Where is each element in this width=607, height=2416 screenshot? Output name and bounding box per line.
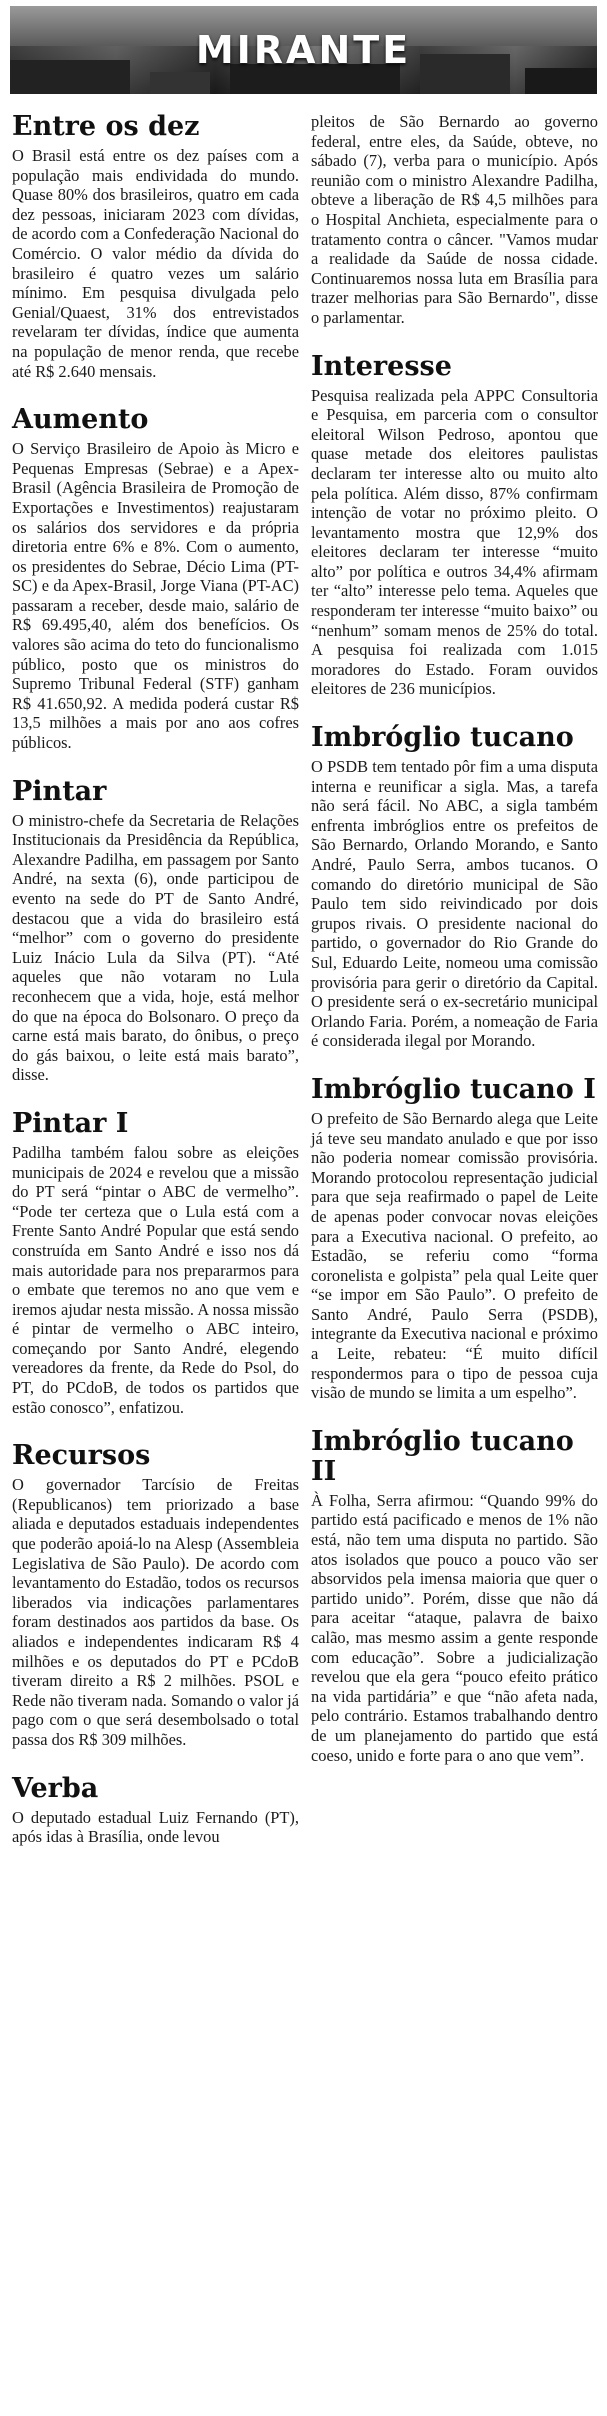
article-headline: Interesse xyxy=(311,350,452,382)
masthead-banner xyxy=(10,6,597,94)
article-headline: Imbróglio tucano xyxy=(311,722,574,754)
article-imbroglio-tucano xyxy=(311,723,598,1051)
article-headline: Recursos xyxy=(12,1440,151,1472)
article-body: O Serviço Brasileiro de Apoio às Micro e Pequenas Empresas (Sebrae) e a Apex-Brasil (Agência Brasileira de Promoção de Exportações e Investimentos) reajustaram os salários dos servidores e da própria diretoria entre 6% e 8%. Com o aumento, os presidentes do Sebrae, Décio Lima (PT-SC) e da Apex-Brasil, Jorge Viana (PT-AC) passaram a receber, desde maio, salário de R$ 69.495,40, além dos benefícios. Os valores são acima do teto do funcionalismo público, posto que os ministros do Supremo Tribunal Federal (STF) ganham R$ 41.650,92. A medida poderá custar R$ 13,5 milhões a mais por ano aos cofres públicos. xyxy=(12,439,299,753)
right-column xyxy=(311,112,598,1789)
article-headline: Pintar xyxy=(12,775,107,807)
column-title: MIRANTE xyxy=(195,28,412,72)
article-recursos xyxy=(12,1441,299,1749)
article-imbroglio-tucano-ii xyxy=(311,1427,598,1765)
article-headline: Entre os dez xyxy=(12,111,200,142)
article-body: pleitos de São Bernardo ao governo federal, entre eles, da Saúde, obteve, no sábado (7), verba para o município. Após reunião com o ministro Alexandre Padilha, obteve a liberação de R$ 4,5 milhões para o Hospital Anchieta, especialmente para o tratamento contra o câncer. "Vamos mudar a realidade da Saúde de nossa cidade. Continuaremos nossa luta em Brasília para trazer melhorias para São Bernardo", disse o parlamentar. xyxy=(311,112,598,327)
article-interesse xyxy=(311,352,598,700)
article-entre-os-dez xyxy=(12,112,299,381)
article-body: O deputado estadual Luiz Fernando (PT), após idas à Brasília, onde levou xyxy=(12,1807,299,1847)
article-pintar-i xyxy=(12,1109,299,1417)
article-headline: Aumento xyxy=(12,404,149,436)
article-headline: Imbróglio tucano I xyxy=(311,1073,596,1105)
article-body: O ministro-chefe da Secretaria de Relações Institucionais da Presidência da República, Alexandre Padilha, em passagem por Santo André, na sexta (6), onde participou de evento na sede do PT de Santo André, destacou que a vida do brasileiro está “melhor” com o governo do presidente Luiz Inácio Lula da Silva (PT). “Até aqueles que não votaram no Lula reconhecem que a vida, hoje, está melhor do que na época do Bolsonaro. O preço da carne está mais barato, do ônibus, o preço do gás baixou, o leite está mais barato”, disse. xyxy=(12,810,299,1085)
article-imbroglio-tucano-i xyxy=(311,1075,598,1403)
left-column xyxy=(12,112,299,1871)
article-aumento xyxy=(12,405,299,753)
article-verba xyxy=(12,1774,299,1847)
article-body: O prefeito de São Bernardo alega que Leite já teve seu mandato anulado e que por isso não poderia nomear comissão provisória. Morando protocolou representação judicial para que seja reafirmado o papel de Leite de apenas poder convocar novas eleições para a Executiva nacional. O prefeito, ao Estadão, se referiu como “forma coronelista e golpista” pela qual Leite quer “se impor em São Paulo”. O prefeito de Santo André, Paulo Serra (PSDB), integrante da Executiva nacional e próximo a Leite, rebateu: “É muito difícil respondermos para o tipo de pessoa cuja visão de mundo se limita a um espelho”. xyxy=(311,1108,598,1403)
article-headline: Imbróglio tucano II xyxy=(311,1425,574,1487)
article-body: Pesquisa realizada pela APPC Consultoria e Pesquisa, em parceria com o consultor eleitoral Wilson Pedroso, apontou que quase metade dos eleitores paulistas declaram ter interesse alto ou muito alto pela política. Além disso, 87% confirmam intenção de votar no próximo pleito. O levantamento mostra que 12,9% dos eleitores declaram ter interesse “muito alto” por política e outros 34,4% afirmam ter “alto” interesse pelo tema. Aqueles que responderam ter interesse “muito baixo” ou “nenhum” somam menos de 25% do total. A pesquisa foi realizada com 1.015 moradores do Estado. Foram ouvidos eleitores de 236 municípios. xyxy=(311,385,598,699)
article-body: O PSDB tem tentado pôr fim a uma disputa interna e reunificar a sigla. Mas, a tarefa não será fácil. No ABC, a sigla também enfrenta imbróglios entre os prefeitos de São Bernardo, Orlando Morando, e Santo André, Paulo Serra, ambos tucanos. O comando do diretório municipal de São Paulo tem sido reivindicado por dois grupos rivais. O presidente nacional do partido, o governador do Rio Grande do Sul, Eduardo Leite, nomeou uma comissão provisória para gerir o diretório da Capital. O presidente será o ex-secretário municipal Orlando Faria. Porém, a nomeação de Faria é considerada ilegal por Morando. xyxy=(311,757,598,1051)
article-body: À Folha, Serra afirmou: “Quando 99% do partido está pacificado e menos de 1% não está, não tem uma disputa no partido. São atos isolados que pouco a pouco vão ser absorvidos pela imensa maioria que quer o partido unido”. Porém, disse que não dá para aceitar “ataque, palavra de baixo calão, mas mesmo assim a gente responde com educação”. Sobre a judicialização revelou que ela gera “pouco efeito prático na vida partidária” e que “não afeta nada, pelo contrário. Estamos trabalhando dentro de um planejamento do partido que está coeso, unido e forte para o ano que vem”. xyxy=(311,1490,598,1765)
article-body: Padilha também falou sobre as eleições municipais de 2024 e revelou que a missão do PT será “pintar o ABC de vermelho”. “Pode ter certeza que o Lula está com a Frente Santo André Popular que está sendo construída em Santo André e isso nos dá mais autoridade para nos prepararmos para o embate que teremos no ano que vem e iremos ajudar nesta missão. A nossa missão é pintar de vermelho o ABC inteiro, começando por Santo André, elegendo vereadores da frente, da Rede do Psol, do PT, do PCdoB, de todos os partidos que estão conosco”, enfatizou. xyxy=(12,1142,299,1417)
article-verba-continued xyxy=(311,112,598,328)
masthead-building xyxy=(150,72,210,94)
article-body: O Brasil está entre os dez países com a população mais endividada do mundo. Quase 80% dos brasileiros, quatro em cada dez pessoas, iniciaram 2023 com dívidas, de acordo com a Confederação Nacional do Comércio. O valor médio da dívida do brasileiro é quatro vezes um salário mínimo. Em pesquisa divulgada pelo Genial/Quaest, 31% dos entrevistados revelaram ter dívidas, índice que aumenta na população de menor renda, que recebe até R$ 2.640 mensais. xyxy=(12,146,299,381)
article-headline: Verba xyxy=(12,1772,99,1804)
article-headline: Pintar I xyxy=(12,1107,129,1139)
article-body: O governador Tarcísio de Freitas (Republicanos) tem priorizado a base aliada e deputados estaduais independentes que poderão apoiá-lo na Alesp (Assembleia Legislativa de São Paulo). De acordo com levantamento do Estadão, todos os recursos liberados via indicações parlamentares foram destinados aos partidos da base. Os aliados e independentes indicaram R$ 4 milhões e os deputados do PT e PCdoB tiveram direito a R$ 2 milhões. PSOL e Rede não tiveram nada. Somando o valor já pago com o que será desembolsado o total passa dos R$ 309 milhões. xyxy=(12,1475,299,1749)
article-pintar xyxy=(12,777,299,1085)
